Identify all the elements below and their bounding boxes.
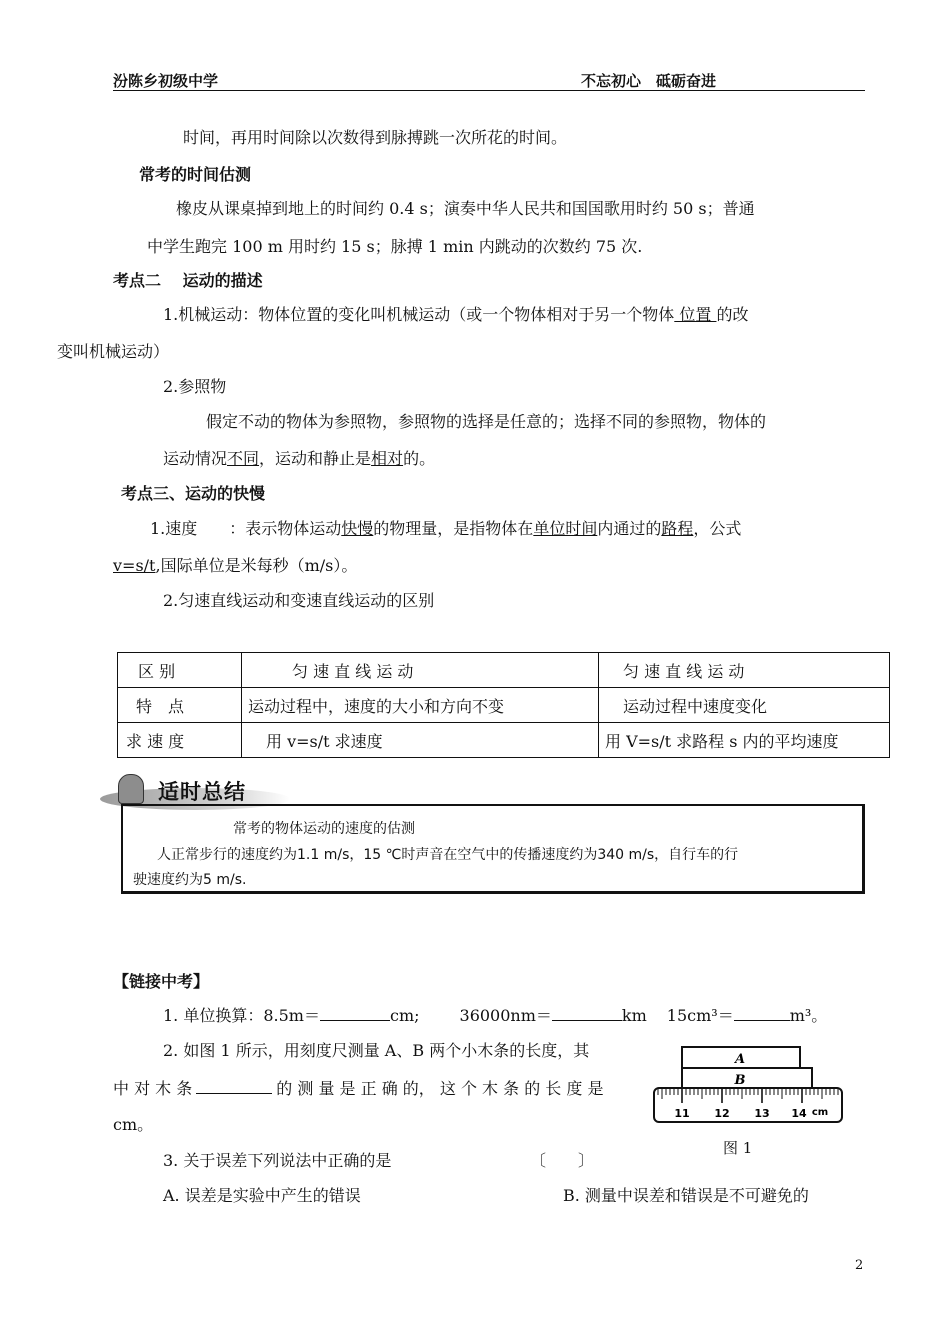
underlined-answer: 位置 [674, 305, 717, 324]
option-a[interactable]: A. 误差是实验中产生的错误 [163, 1186, 361, 1205]
summary-box [121, 804, 865, 894]
text-span: 内通过的 [597, 519, 662, 538]
question-1 [163, 1003, 827, 1026]
answer-blank[interactable] [734, 1006, 790, 1021]
question-3: 3. 关于误差下列说法中正确的是 [163, 1151, 392, 1170]
text-span: 36000nm＝ [459, 1006, 552, 1025]
text-span: 运动情况 [163, 449, 228, 468]
table-header-row [118, 653, 890, 688]
text-line: 橡皮从课桌掉到地上的时间约 0.4 s；演奏中华人民共和国国歌用时约 50 s；普通 [176, 199, 755, 218]
text-line: 2. 如图 1 所示，用刻度尺测量 A、B 两个小木条的长度，其 [163, 1041, 590, 1060]
underlined-answer: 相对 [371, 449, 404, 468]
text-span: 的 测 量 是 正 确 的， 这 个 木 条 的 长 度 是 [276, 1079, 604, 1098]
text-line [163, 302, 748, 325]
page-number: 2 [855, 1258, 864, 1273]
text-span: ,国际单位是米每秒（m/s）。 [155, 556, 358, 575]
table-cell: 求 速 度 [118, 723, 242, 758]
table-cell: 用 V=s/t 求路程 s 内的平均速度 [599, 723, 890, 758]
wood-strip-a-label: A [734, 1052, 746, 1067]
text-line: 2.匀速直线运动和变速直线运动的区别 [163, 591, 435, 610]
text-span: 的。 [403, 449, 436, 468]
answer-bracket[interactable]: 〔 〕 [530, 1151, 595, 1170]
table-cell: 运动过程中，速度的大小和方向不变 [242, 688, 599, 723]
text-line: 变叫机械运动） [57, 342, 170, 361]
wood-strip-b [682, 1068, 812, 1088]
section-heading: 【链接中考】 [113, 972, 210, 991]
text-span: 中 对 木 条 [113, 1079, 193, 1098]
figure-caption: 图 1 [723, 1139, 753, 1157]
section-heading: 考点二 运动的描述 [113, 271, 263, 290]
text-line: 假定不动的物体为参照物，参照物的选择是任意的；选择不同的参照物，物体的 [206, 412, 767, 431]
text-span: km [621, 1006, 647, 1025]
text-line: 2.参照物 [163, 377, 227, 396]
header-motto: 不忘初心 砥砺奋进 [581, 72, 717, 90]
bell-icon [118, 774, 144, 804]
option-b[interactable]: B. 测量中误差和错误是不可避免的 [563, 1186, 809, 1205]
header-school: 汾陈乡初级中学 [113, 72, 219, 90]
section-heading: 常考的时间估测 [139, 165, 252, 184]
text-span: cm; [389, 1006, 420, 1025]
ruler-figure [648, 1043, 848, 1133]
tick-label: 12 [714, 1107, 730, 1120]
formula: v=s/t [113, 556, 156, 575]
tick-label: 14 [791, 1107, 807, 1120]
text-span: 1.机械运动：物体位置的变化叫机械运动（或一个物体相对于另一个物体 [163, 305, 675, 324]
text-span: ，运动和静止是 [259, 449, 372, 468]
text-line: 时间，再用时间除以次数得到脉搏跳一次所花的时间。 [183, 128, 568, 147]
wood-strip-b-label: B [734, 1073, 746, 1088]
underlined-answer: 路程 [661, 519, 694, 538]
underlined-answer: 快慢 [341, 519, 374, 538]
unit-label: cm [811, 1107, 829, 1118]
text-span: 1.速度 ：表示物体运动 [150, 519, 342, 538]
answer-blank[interactable] [196, 1079, 272, 1094]
text-span: 的改 [716, 305, 749, 324]
summary-title: 常考的物体运动的速度的估测 [233, 821, 415, 837]
text-span: m³。 [789, 1006, 828, 1025]
answer-blank[interactable] [320, 1006, 390, 1021]
tick-label: 11 [674, 1107, 690, 1120]
text-line [163, 446, 435, 469]
text-line [150, 516, 741, 539]
comparison-table [117, 652, 890, 758]
summary-line: 驶速度约为5 m/s. [133, 872, 247, 888]
table-row [118, 688, 890, 723]
text-line: 中学生跑完 100 m 用时约 15 s；脉搏 1 min 内跳动的次数约 75 次. [147, 237, 643, 256]
question-2-line [113, 1076, 603, 1099]
table-cell: 匀 速 直 线 运 动 [242, 653, 599, 688]
header-rule [113, 90, 865, 91]
table-cell: 用 v=s/t 求速度 [242, 723, 599, 758]
text-span: ，公式 [693, 519, 742, 538]
text-span: 15cm³＝ [666, 1006, 734, 1025]
summary-line: 人正常步行的速度约为1.1 m/s，15 ℃时声音在空气中的传播速度约为340 m/s，自行车的行 [157, 847, 739, 863]
underlined-answer: 单位时间 [533, 519, 598, 538]
banner-label: 适时总结 [158, 780, 246, 804]
text-line: cm。 [113, 1115, 154, 1134]
underlined-answer: 不同 [227, 449, 260, 468]
table-row [118, 723, 890, 758]
text-span: 1. 单位换算：8.5m＝ [163, 1006, 320, 1025]
section-heading: 考点三、运动的快慢 [121, 484, 266, 503]
table-cell: 匀 速 直 线 运 动 [599, 653, 890, 688]
table-cell: 特 点 [118, 688, 242, 723]
table-cell: 区 别 [118, 653, 242, 688]
answer-blank[interactable] [552, 1006, 622, 1021]
text-line [113, 553, 357, 576]
table-cell: 运动过程中速度变化 [599, 688, 890, 723]
tick-label: 13 [754, 1107, 770, 1120]
text-span: 的物理量，是指物体在 [373, 519, 534, 538]
